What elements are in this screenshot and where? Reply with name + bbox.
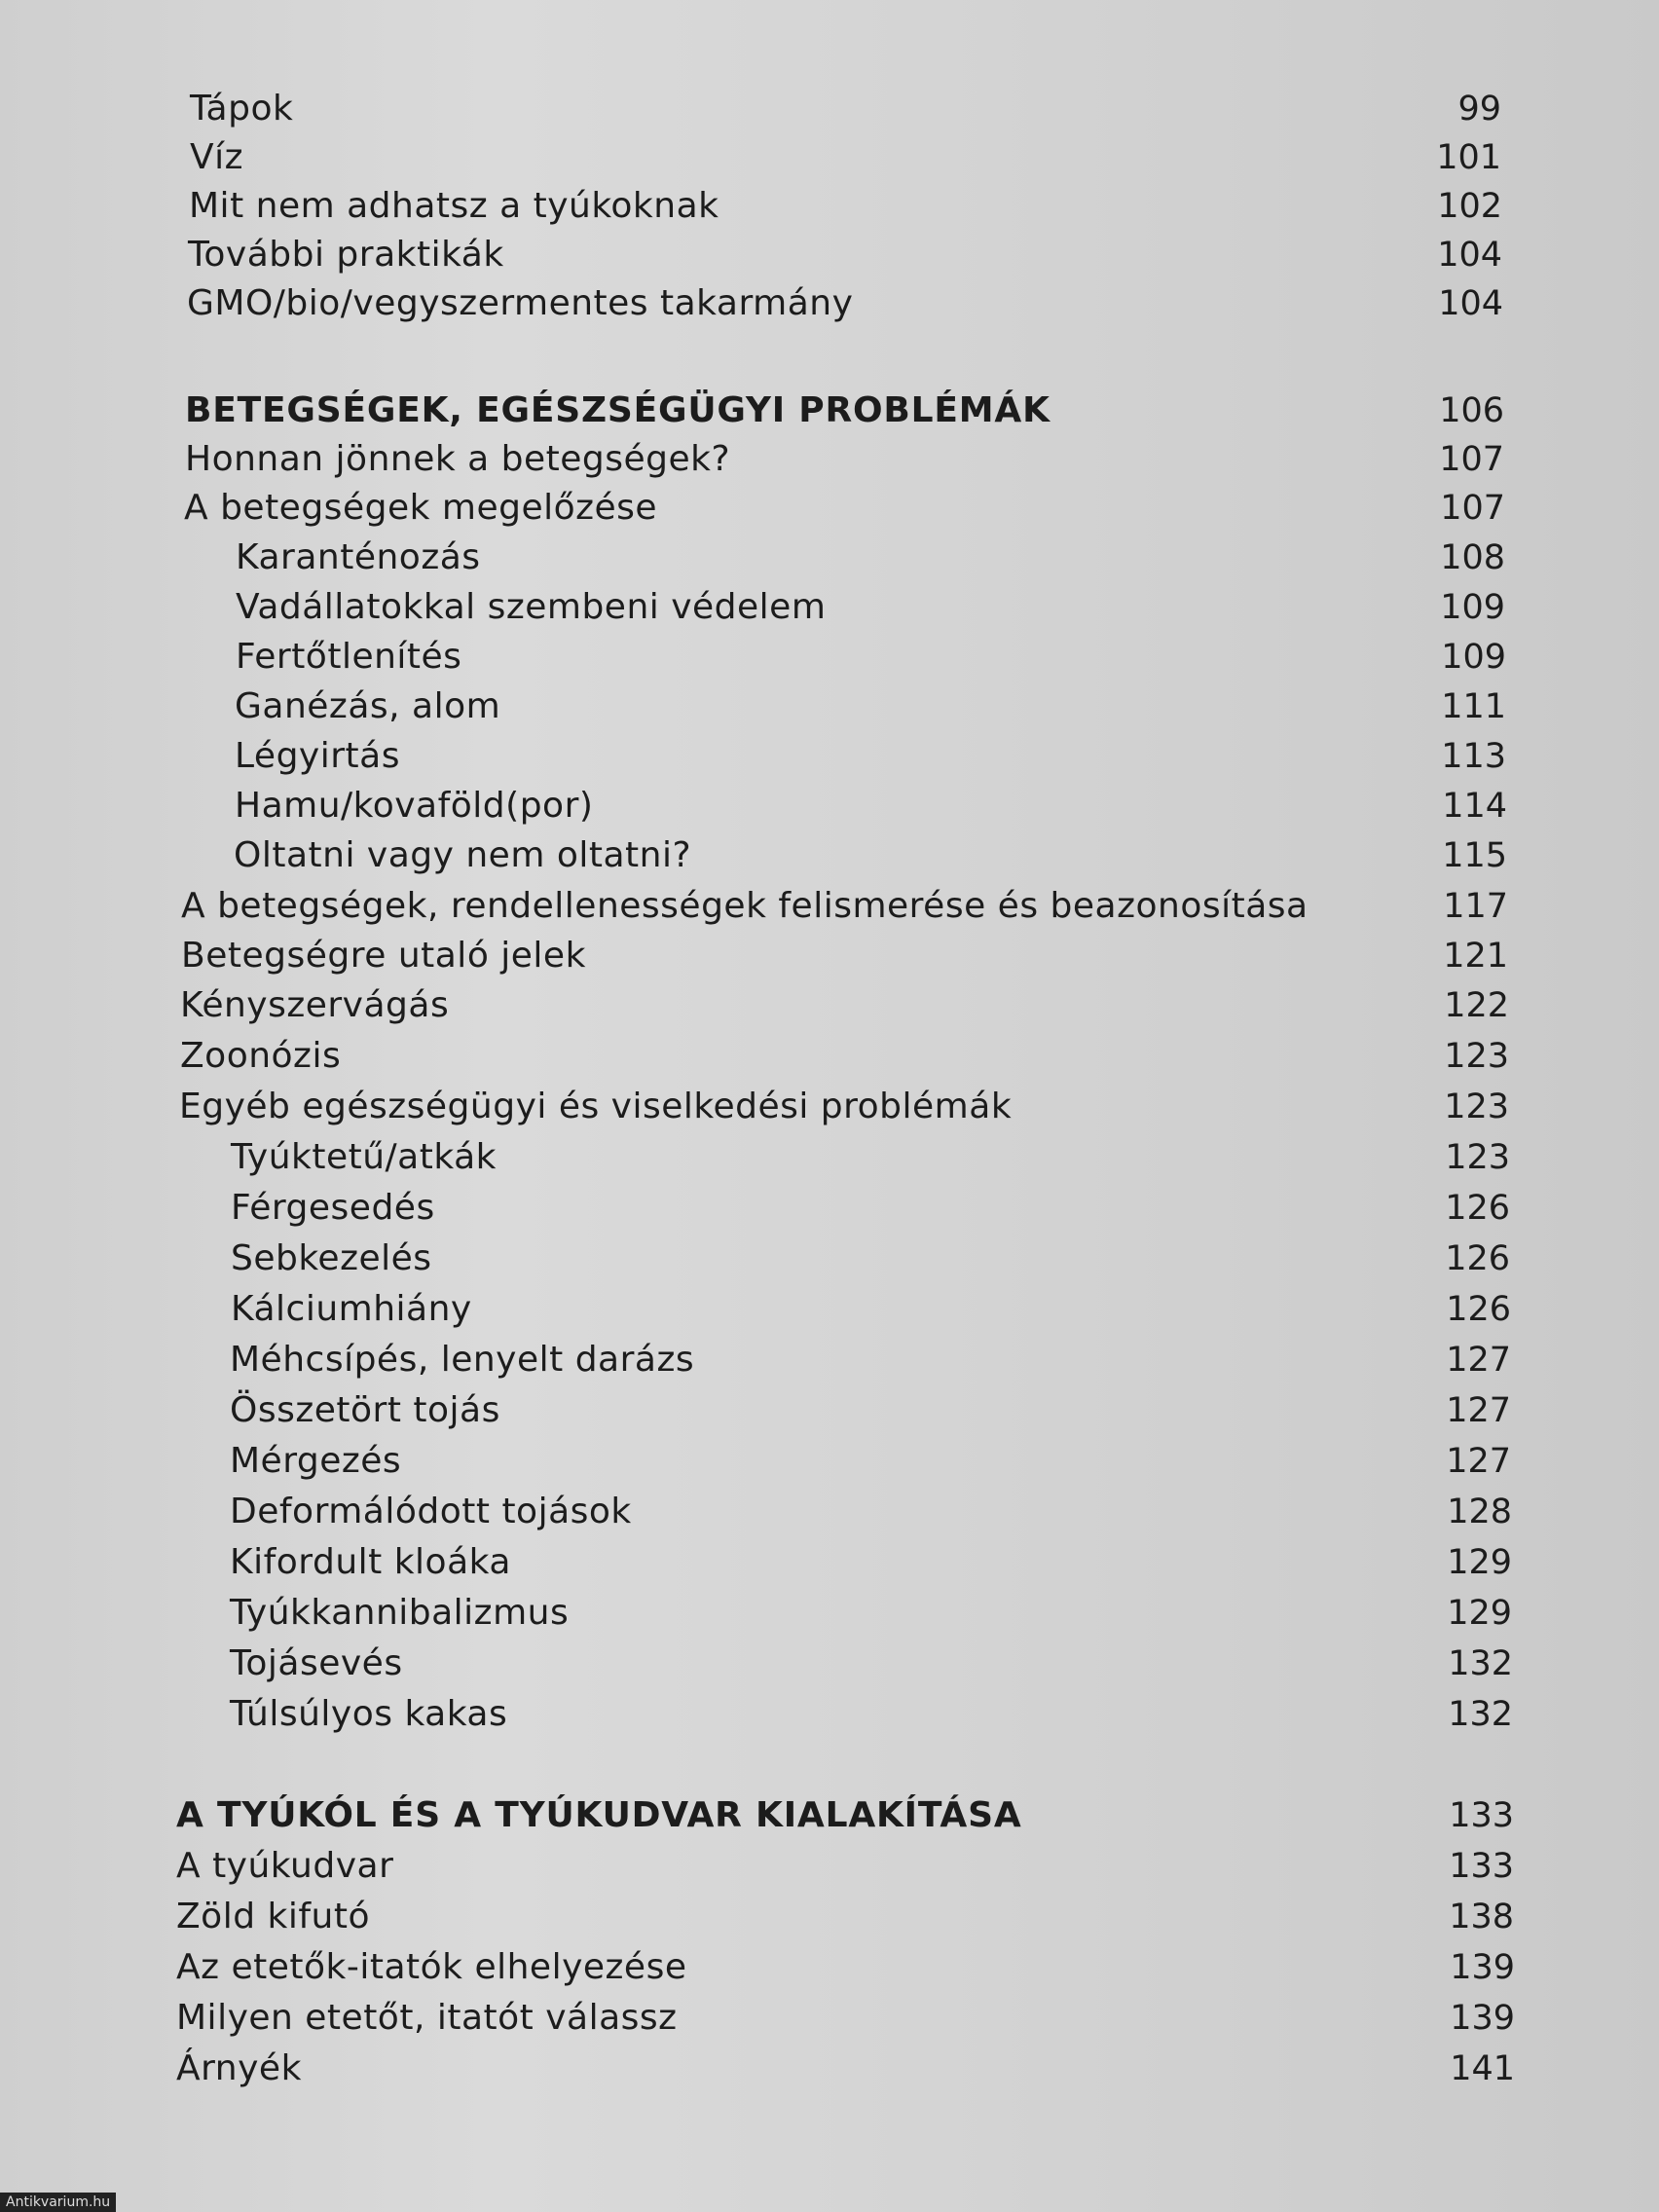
toc-entry <box>0 534 1659 582</box>
toc-entry <box>0 1538 1659 1587</box>
toc-entry <box>0 1386 1659 1435</box>
toc-entry <box>0 1893 1659 1941</box>
toc-entry <box>0 435 1659 484</box>
toc-entry <box>0 1488 1659 1536</box>
toc-entry-title: Vadállatokkal szembeni védelem <box>236 587 827 627</box>
toc-entry <box>0 231 1659 279</box>
toc-entry-title: Zoonózis <box>180 1036 342 1076</box>
toc-entry-title: Tojásevés <box>230 1643 403 1683</box>
toc-entry <box>0 1640 1659 1688</box>
toc-entry-page: 117 <box>1443 887 1508 926</box>
toc-entry <box>0 1842 1659 1891</box>
toc-entry-title: Tyúktetű/atkák <box>231 1137 497 1177</box>
toc-entry-title: Milyen etetőt, itatót válassz <box>176 1998 678 2038</box>
watermark: Antikvarium.hu <box>0 2193 116 2212</box>
toc-entry-page: 132 <box>1448 1644 1513 1683</box>
toc-entry-page: 138 <box>1449 1898 1514 1936</box>
toc-entry-page: 121 <box>1443 937 1508 976</box>
toc-entry-title: Oltatni vagy nem oltatni? <box>234 835 692 875</box>
toc-entry-title: GMO/bio/vegyszermentes takarmány <box>187 283 854 323</box>
toc-chapter-heading <box>0 1791 1659 1840</box>
toc-entry-title: Kifordult kloáka <box>230 1542 511 1582</box>
toc-entry-title: Összetört tojás <box>230 1390 500 1430</box>
toc-entry-page: 127 <box>1446 1341 1511 1380</box>
toc-entry-title: Ganézás, alom <box>235 686 501 726</box>
toc-entry <box>0 732 1659 781</box>
toc-entry <box>0 1235 1659 1283</box>
toc-entry <box>0 1032 1659 1081</box>
toc-entry-page: 122 <box>1444 986 1509 1025</box>
toc-entry-page: 139 <box>1450 1948 1515 1987</box>
toc-entry-title: Fertőtlenítés <box>236 637 462 677</box>
toc-entry-page: 129 <box>1447 1543 1512 1582</box>
toc-entry <box>0 882 1659 931</box>
toc-entry-page: 102 <box>1437 187 1502 226</box>
toc-entry <box>0 1184 1659 1233</box>
toc-entry <box>0 1336 1659 1384</box>
toc-entry-page: 113 <box>1441 737 1506 776</box>
toc-entry-page: 132 <box>1448 1695 1513 1734</box>
toc-entry-title: Az etetők-itatók elhelyezése <box>176 1947 687 1987</box>
toc-entry-page: 114 <box>1442 787 1507 826</box>
toc-entry-title: Tyúkkannibalizmus <box>230 1593 570 1633</box>
toc-entry-page: 129 <box>1447 1594 1512 1633</box>
toc-entry <box>0 782 1659 830</box>
toc-entry-page: 127 <box>1446 1391 1511 1430</box>
toc-entry-title: Egyéb egészségügyi és viselkedési problémák <box>179 1087 1013 1126</box>
toc-entry <box>0 279 1659 328</box>
toc-entry <box>0 1943 1659 1992</box>
toc-entry-title: Kálciumhiány <box>231 1289 472 1329</box>
toc-entry-page: 123 <box>1444 1088 1509 1126</box>
toc-entry-title: Víz <box>190 137 244 177</box>
toc-entry-page: 141 <box>1450 2049 1515 2088</box>
toc-entry <box>0 1083 1659 1131</box>
toc-entry <box>0 831 1659 880</box>
toc-entry-page: 127 <box>1446 1442 1511 1481</box>
toc-entry-page: 104 <box>1437 236 1502 275</box>
toc-entry-page: 111 <box>1441 687 1506 726</box>
toc-entry <box>0 484 1659 533</box>
toc-entry <box>0 932 1659 980</box>
toc-entry-page: 126 <box>1446 1290 1511 1329</box>
toc-entry-title: További praktikák <box>188 235 504 275</box>
toc-entry-title: Túlsúlyos kakas <box>230 1694 508 1734</box>
toc-entry-page: 108 <box>1440 538 1505 577</box>
toc-entry <box>0 1285 1659 1334</box>
toc-entry-title: Kényszervágás <box>180 985 450 1025</box>
toc-entry-page: 99 <box>1457 90 1501 129</box>
toc-entry-title: Légyirtás <box>235 736 400 776</box>
toc-entry <box>0 1437 1659 1486</box>
toc-entry <box>0 133 1659 182</box>
toc-entry <box>0 633 1659 682</box>
toc-entry <box>0 1133 1659 1182</box>
toc-entry-title: Hamu/kovaföld(por) <box>235 786 594 826</box>
toc-entry-page: 123 <box>1445 1138 1510 1177</box>
toc-entry-title: A tyúkudvar <box>176 1846 394 1886</box>
toc-entry <box>0 85 1659 133</box>
toc-entry-title: Karanténozás <box>236 537 481 577</box>
toc-entry-page: 133 <box>1449 1796 1514 1835</box>
toc-entry-page: 126 <box>1445 1239 1510 1278</box>
toc-entry-title: A TYÚKÓL ÉS A TYÚKUDVAR KIALAKÍTÁSA <box>176 1795 1022 1835</box>
toc-entry-page: 101 <box>1436 138 1501 177</box>
toc-entry <box>0 981 1659 1030</box>
toc-entry-page: 104 <box>1438 284 1503 323</box>
toc-entry-page: 109 <box>1440 588 1505 627</box>
toc-entry-title: Betegségre utaló jelek <box>181 936 586 976</box>
toc-entry-page: 133 <box>1449 1847 1514 1886</box>
toc-entry-title: Méhcsípés, lenyelt darázs <box>230 1340 695 1380</box>
toc-entry-title: Honnan jönnek a betegségek? <box>185 439 731 479</box>
toc-entry-title: Zöld kifutó <box>176 1897 370 1936</box>
toc-entry-title: Sebkezelés <box>231 1238 432 1278</box>
toc-entry <box>0 682 1659 731</box>
toc-entry-title: Deformálódott tojások <box>230 1492 632 1531</box>
toc-entry-page: 106 <box>1439 391 1504 430</box>
toc-chapter-heading <box>0 387 1659 435</box>
toc-entry-page: 109 <box>1441 638 1506 677</box>
toc-entry-title: Árnyék <box>176 2048 302 2088</box>
toc-entry <box>0 1690 1659 1739</box>
toc-entry-title: BETEGSÉGEK, EGÉSZSÉGÜGYI PROBLÉMÁK <box>185 390 1051 430</box>
toc-entry-page: 139 <box>1450 1999 1515 2038</box>
toc-entry <box>0 1994 1659 2043</box>
toc-entry-title: Tápok <box>190 89 294 129</box>
toc-entry <box>0 182 1659 231</box>
toc-entry-page: 123 <box>1444 1037 1509 1076</box>
toc-entry-page: 107 <box>1440 489 1505 528</box>
toc-entry-title: Mit nem adhatsz a tyúkoknak <box>189 186 719 226</box>
toc-entry <box>0 1589 1659 1638</box>
toc-entry-title: Férgesedés <box>231 1188 435 1228</box>
toc-entry-page: 128 <box>1447 1493 1512 1531</box>
toc-entry-page: 107 <box>1439 440 1504 479</box>
toc-entry <box>0 2045 1659 2093</box>
toc-entry-page: 115 <box>1442 836 1507 875</box>
toc-entry <box>0 583 1659 632</box>
toc-entry-title: A betegségek, rendellenességek felismerése és beazonosítása <box>181 886 1309 926</box>
toc-entry-page: 126 <box>1445 1189 1510 1228</box>
toc-entry-title: A betegségek megelőzése <box>184 488 658 528</box>
toc-entry-title: Mérgezés <box>230 1441 402 1481</box>
